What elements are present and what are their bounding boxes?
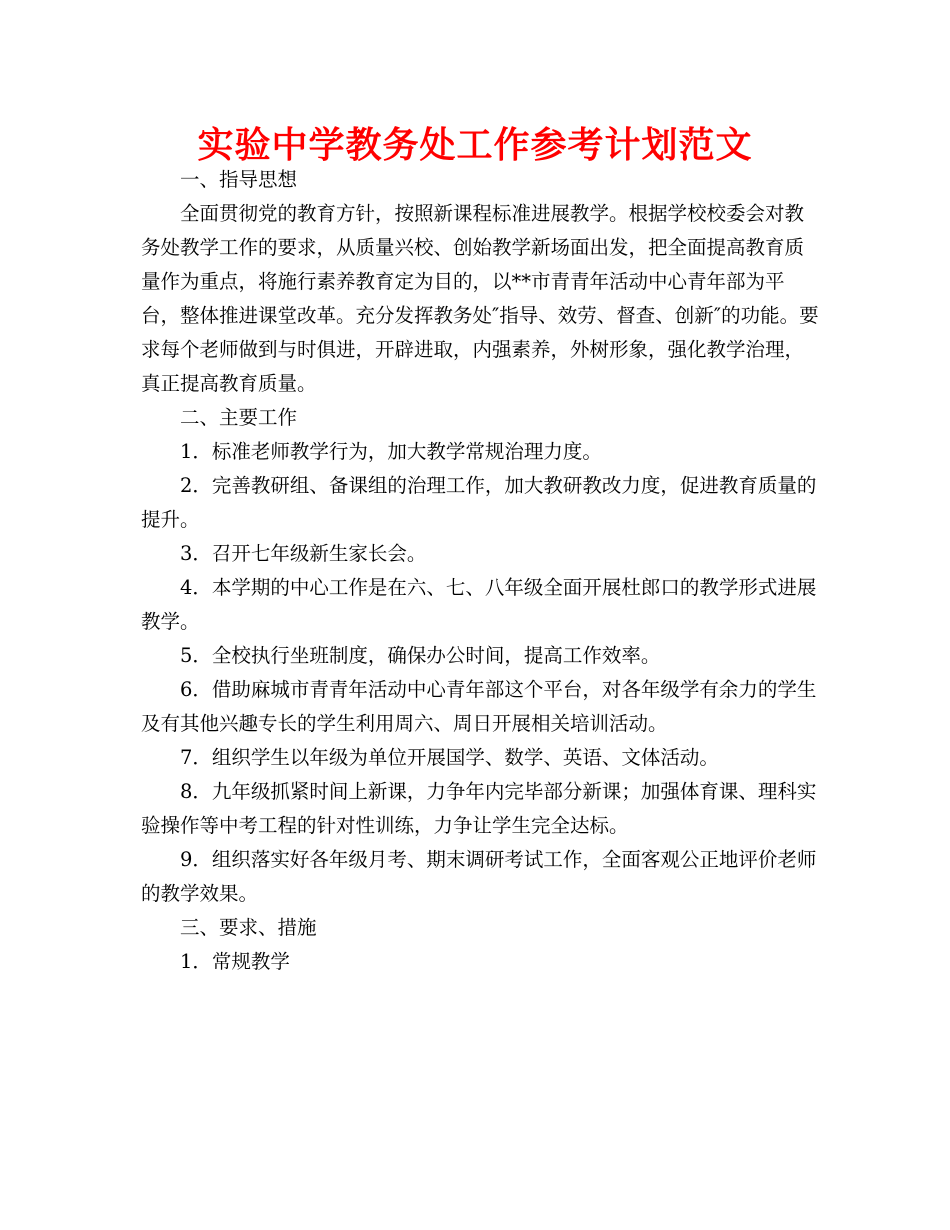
document-title: 实验中学教务处工作参考计划范文 bbox=[197, 125, 753, 166]
list-item-work-6: 6．借助麻城市青青年活动中心青年部这个平台，对各年级学有余力的学生及有其他兴趣专长的学生利用周六、周日开展相关培训活动。 bbox=[141, 678, 817, 735]
list-item-work-1: 1．标准老师教学行为，加大教学常规治理力度。 bbox=[180, 440, 602, 463]
list-item-work-4: 4．本学期的中心工作是在六、七、八年级全面开展杜郎口的教学形式进展教学。 bbox=[141, 576, 817, 633]
list-item-work-8: 8．九年级抓紧时间上新课，力争年内完毕部分新课；加强体育课、理科实验操作等中考工程的针对性训练，力争让学生完全达标。 bbox=[141, 780, 817, 837]
list-item-work-9: 9．组织落实好各年级月考、期末调研考试工作，全面客观公正地评价老师的教学效果。 bbox=[141, 848, 817, 905]
list-item-work-7: 7．组织学生以年级为单位开展国学、数学、英语、文体活动。 bbox=[180, 746, 719, 769]
section-heading-guiding-ideology: 一、指导思想 bbox=[180, 168, 298, 191]
list-item-work-5: 5．全校执行坐班制度，确保办公时间，提高工作效率。 bbox=[180, 644, 661, 667]
list-item-requirement-1: 1．常规教学 bbox=[180, 950, 290, 973]
section-heading-main-work: 二、主要工作 bbox=[180, 406, 298, 429]
list-item-work-2: 2．完善教研组、备课组的治理工作，加大教研教改力度，促进教育质量的提升。 bbox=[141, 474, 817, 531]
section-heading-requirements: 三、要求、措施 bbox=[180, 916, 317, 939]
list-item-work-3: 3．召开七年级新生家长会。 bbox=[180, 542, 427, 565]
paragraph-guiding-ideology: 全面贯彻党的教育方针，按照新课程标准进展教学。根据学校校委会对教务处教学工作的要求，从质量兴校、创始教学新场面出发，把全面提高教育质量作为重点，将施行素养教育定为目的，以**市青青年活动中心青年部为平台，整体推进课堂改革。充分发挥教务处″指导、效劳、督查、创新″的功能。要求每个老师做到与时俱进，开辟进取，内强素养，外树形象，强化教学治理，真正提高教育质量。 bbox=[141, 202, 819, 395]
document-body bbox=[141, 163, 821, 979]
